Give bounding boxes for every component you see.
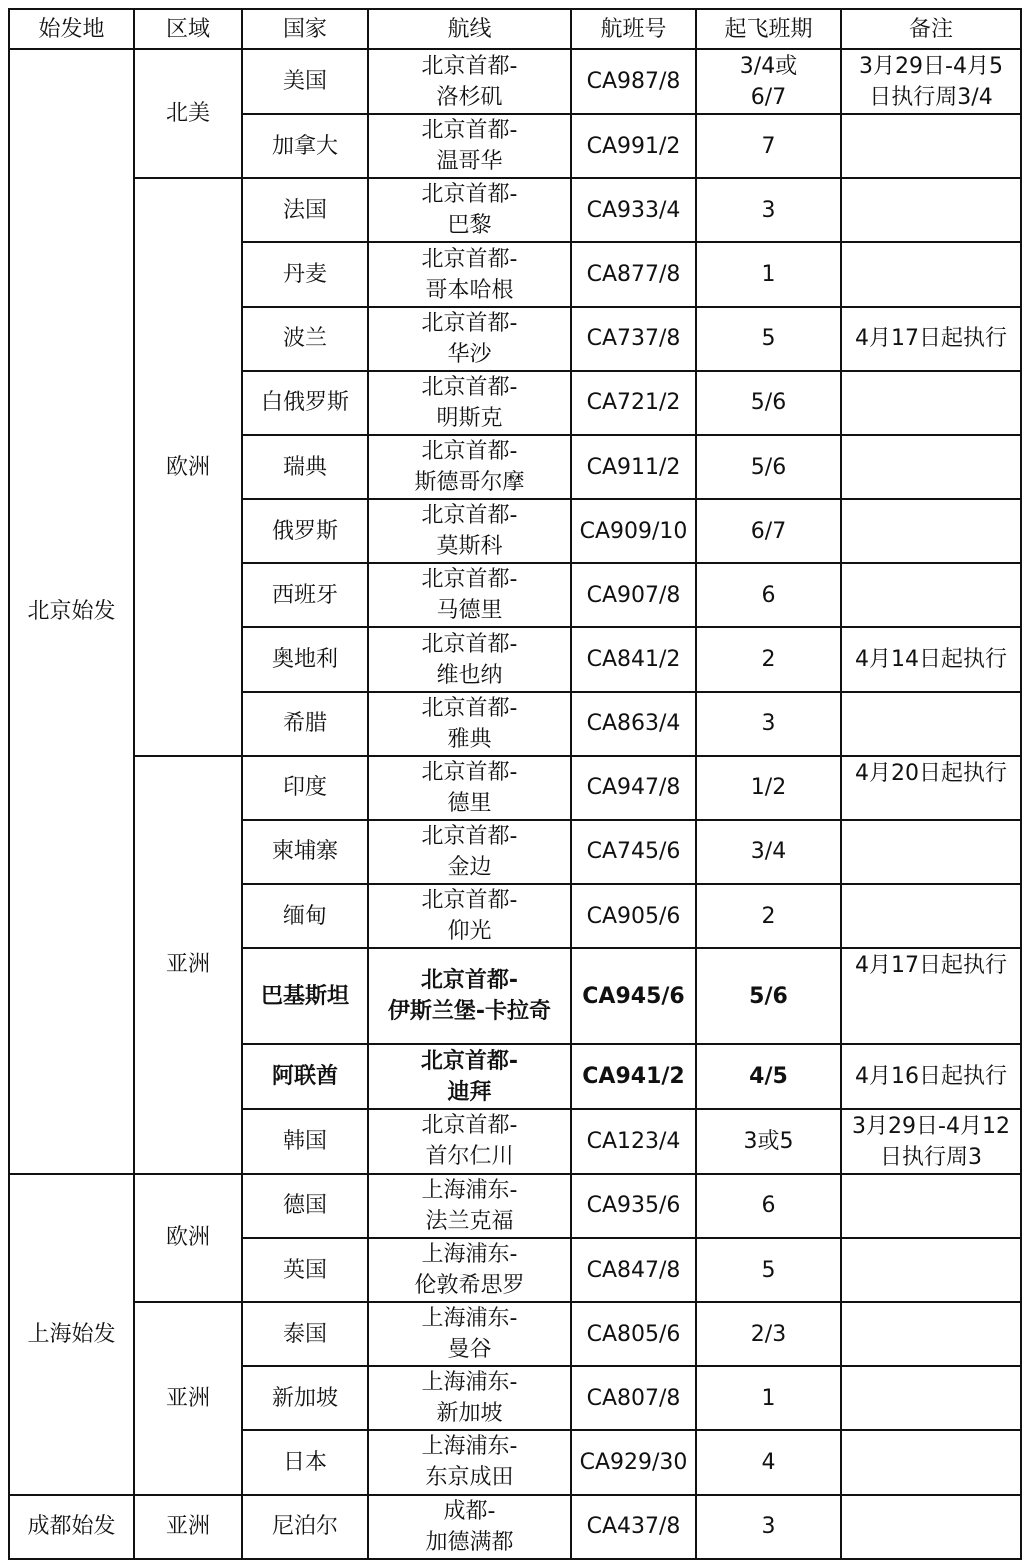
route-cell-line: 北京首都- bbox=[421, 567, 518, 593]
table-row bbox=[9, 1495, 1021, 1559]
route-cell-line: 上海浦东- bbox=[421, 1434, 518, 1460]
flight-number-cell: CA941/2 bbox=[571, 1044, 696, 1108]
departure-days-cell bbox=[696, 1495, 841, 1559]
remark-cell bbox=[841, 1109, 1021, 1174]
flight-number-cell: CA123/4 bbox=[571, 1109, 696, 1174]
remark-cell bbox=[841, 627, 1021, 691]
departure-days-cell bbox=[696, 1366, 841, 1430]
route-cell-line: 加德满都 bbox=[425, 1529, 514, 1555]
header-origin: 始发地 bbox=[9, 9, 134, 49]
departure-days-cell bbox=[696, 820, 841, 884]
route-cell-line: 仰光 bbox=[447, 919, 492, 945]
route-cell-line: 伦敦希思罗 bbox=[414, 1273, 525, 1299]
route-cell-line: 北京首都- bbox=[421, 503, 518, 529]
departure-days-cell bbox=[696, 948, 841, 1044]
departure-days-cell bbox=[696, 1302, 841, 1366]
route-cell-line: 曼谷 bbox=[447, 1337, 492, 1363]
flight-number-cell: CA841/2 bbox=[571, 627, 696, 691]
departure-days-cell-line: 2/3 bbox=[750, 1321, 787, 1347]
country-cell: 日本 bbox=[242, 1430, 368, 1494]
route-cell-line: 洛杉矶 bbox=[436, 84, 503, 110]
table-row bbox=[9, 49, 1021, 114]
remark-cell bbox=[841, 371, 1021, 435]
remark-cell bbox=[841, 563, 1021, 627]
route-cell-line: 法兰克福 bbox=[425, 1208, 514, 1234]
remark-cell-line: 日执行周3 bbox=[880, 1144, 982, 1170]
table-row bbox=[9, 1174, 1021, 1238]
departure-days-cell bbox=[696, 627, 841, 691]
departure-days-cell bbox=[696, 178, 841, 242]
route-cell bbox=[368, 242, 571, 306]
flight-number-cell: CA945/6 bbox=[571, 948, 696, 1044]
departure-days-cell-line: 6/7 bbox=[750, 518, 787, 544]
remark-cell bbox=[841, 499, 1021, 563]
route-cell-line: 伊斯兰堡-卡拉奇 bbox=[387, 999, 552, 1025]
flight-number-cell: CA947/8 bbox=[571, 756, 696, 820]
departure-days-cell bbox=[696, 49, 841, 114]
flight-number-cell: CA911/2 bbox=[571, 435, 696, 499]
departure-days-cell bbox=[696, 307, 841, 371]
country-cell: 加拿大 bbox=[242, 114, 368, 178]
country-cell: 新加坡 bbox=[242, 1366, 368, 1430]
route-cell-line: 北京首都- bbox=[421, 888, 518, 914]
table-row bbox=[9, 178, 1021, 242]
route-cell-line: 首尔仁川 bbox=[425, 1144, 514, 1170]
route-cell-line: 东京成田 bbox=[425, 1465, 514, 1491]
header-region: 区域 bbox=[134, 9, 242, 49]
route-cell bbox=[368, 948, 571, 1044]
remark-cell-line: 3月29日-4月12 bbox=[852, 1113, 1010, 1139]
departure-days-cell-line: 5/6 bbox=[750, 390, 787, 416]
remark-cell bbox=[841, 1174, 1021, 1238]
route-cell-line: 马德里 bbox=[436, 598, 503, 624]
country-cell: 德国 bbox=[242, 1174, 368, 1238]
remark-cell bbox=[841, 1302, 1021, 1366]
region-cell: 欧洲 bbox=[134, 1174, 242, 1302]
departure-days-cell-line: 3/4 bbox=[750, 839, 787, 865]
region-cell: 北美 bbox=[134, 49, 242, 178]
departure-days-cell-line: 3 bbox=[761, 197, 776, 223]
departure-days-cell-line: 1 bbox=[761, 262, 776, 288]
route-cell bbox=[368, 1174, 571, 1238]
table-row bbox=[9, 756, 1021, 820]
country-cell: 美国 bbox=[242, 49, 368, 114]
region-cell: 亚洲 bbox=[134, 1302, 242, 1494]
route-cell-line: 迪拜 bbox=[447, 1079, 492, 1105]
departure-days-cell bbox=[696, 563, 841, 627]
remark-cell-line: 3月29日-4月5 bbox=[859, 54, 1003, 79]
remark-cell bbox=[841, 178, 1021, 242]
route-cell-line: 上海浦东- bbox=[421, 1370, 518, 1396]
route-cell-line: 德里 bbox=[447, 790, 492, 816]
origin-cell: 成都始发 bbox=[9, 1495, 134, 1559]
departure-days-cell bbox=[696, 692, 841, 756]
country-cell: 俄罗斯 bbox=[242, 499, 368, 563]
route-cell-line: 莫斯科 bbox=[436, 534, 503, 560]
region-cell: 欧洲 bbox=[134, 178, 242, 755]
departure-days-cell-line: 4/5 bbox=[749, 1064, 788, 1090]
route-cell bbox=[368, 563, 571, 627]
route-cell-line: 北京首都- bbox=[421, 439, 518, 465]
route-cell-line: 北京首都- bbox=[421, 823, 518, 849]
flight-number-cell: CA437/8 bbox=[571, 1495, 696, 1559]
flight-number-cell: CA847/8 bbox=[571, 1238, 696, 1302]
route-cell bbox=[368, 1238, 571, 1302]
country-cell: 泰国 bbox=[242, 1302, 368, 1366]
route-cell bbox=[368, 371, 571, 435]
flight-number-cell: CA805/6 bbox=[571, 1302, 696, 1366]
header-country: 国家 bbox=[242, 9, 368, 49]
route-cell-line: 新加坡 bbox=[436, 1401, 503, 1427]
header-flight-number: 航班号 bbox=[571, 9, 696, 49]
remark-cell bbox=[841, 756, 1021, 820]
remark-cell bbox=[841, 242, 1021, 306]
route-cell bbox=[368, 1495, 571, 1559]
country-cell: 巴基斯坦 bbox=[242, 948, 368, 1044]
departure-days-cell-line: 1 bbox=[761, 1385, 776, 1411]
country-cell: 缅甸 bbox=[242, 884, 368, 948]
country-cell: 奥地利 bbox=[242, 627, 368, 691]
flight-number-cell: CA987/8 bbox=[571, 49, 696, 114]
route-cell-line: 哥本哈根 bbox=[425, 277, 514, 303]
country-cell: 法国 bbox=[242, 178, 368, 242]
remark-cell-line: 4月17日起执行 bbox=[855, 953, 1007, 979]
remark-cell-line: 4月17日起执行 bbox=[855, 326, 1007, 352]
country-cell: 西班牙 bbox=[242, 563, 368, 627]
route-cell bbox=[368, 307, 571, 371]
flight-number-cell: CA929/30 bbox=[571, 1430, 696, 1494]
remark-cell-line: 4月16日起执行 bbox=[855, 1064, 1007, 1090]
departure-days-cell bbox=[696, 1430, 841, 1494]
route-cell-line: 北京首都- bbox=[420, 1048, 519, 1074]
departure-days-cell bbox=[696, 242, 841, 306]
departure-days-cell bbox=[696, 1174, 841, 1238]
departure-days-cell-line: 3/4或 bbox=[739, 53, 798, 79]
departure-days-cell-line: 4 bbox=[761, 1449, 776, 1475]
flight-number-cell: CA935/6 bbox=[571, 1174, 696, 1238]
route-cell bbox=[368, 1302, 571, 1366]
route-cell bbox=[368, 435, 571, 499]
flight-number-cell: CA807/8 bbox=[571, 1366, 696, 1430]
route-cell bbox=[368, 627, 571, 691]
country-cell: 瑞典 bbox=[242, 435, 368, 499]
route-cell-line: 维也纳 bbox=[436, 662, 503, 688]
route-cell bbox=[368, 499, 571, 563]
route-cell-line: 金边 bbox=[447, 854, 492, 880]
header-departure-days: 起飞班期 bbox=[696, 9, 841, 49]
table-body bbox=[9, 49, 1021, 1559]
origin-cell: 上海始发 bbox=[9, 1174, 134, 1495]
country-cell: 波兰 bbox=[242, 307, 368, 371]
country-cell: 白俄罗斯 bbox=[242, 371, 368, 435]
route-cell-line: 巴黎 bbox=[447, 213, 492, 239]
route-cell-line: 温哥华 bbox=[436, 149, 503, 175]
remark-cell bbox=[841, 1495, 1021, 1559]
remark-cell-line: 4月20日起执行 bbox=[855, 760, 1007, 786]
route-cell bbox=[368, 884, 571, 948]
route-cell bbox=[368, 756, 571, 820]
remark-cell bbox=[841, 692, 1021, 756]
flight-number-cell: CA745/6 bbox=[571, 820, 696, 884]
remark-cell bbox=[841, 1366, 1021, 1430]
country-cell: 柬埔寨 bbox=[242, 820, 368, 884]
route-cell-line: 北京首都- bbox=[421, 1113, 518, 1139]
remark-cell-line: 日执行周3/4 bbox=[869, 85, 993, 110]
remark-cell bbox=[841, 820, 1021, 884]
route-cell-line: 北京首都- bbox=[421, 182, 518, 208]
table-row bbox=[9, 1302, 1021, 1366]
route-cell-line: 北京首都- bbox=[421, 118, 518, 144]
flight-schedule-table bbox=[8, 8, 1022, 1560]
departure-days-cell bbox=[696, 1238, 841, 1302]
route-cell-line: 北京首都- bbox=[421, 53, 518, 79]
table-header bbox=[9, 9, 1021, 49]
route-cell-line: 北京首都- bbox=[421, 246, 518, 272]
header-remarks: 备注 bbox=[841, 9, 1021, 49]
departure-days-cell bbox=[696, 1109, 841, 1174]
route-cell-line: 北京首都- bbox=[420, 968, 519, 994]
remark-cell bbox=[841, 948, 1021, 1044]
route-cell-line: 上海浦东- bbox=[421, 1242, 518, 1268]
header-row bbox=[9, 9, 1021, 49]
country-cell: 尼泊尔 bbox=[242, 1495, 368, 1559]
flight-number-cell: CA863/4 bbox=[571, 692, 696, 756]
route-cell bbox=[368, 178, 571, 242]
departure-days-cell bbox=[696, 756, 841, 820]
flight-number-cell: CA877/8 bbox=[571, 242, 696, 306]
flight-number-cell: CA909/10 bbox=[571, 499, 696, 563]
flight-number-cell: CA737/8 bbox=[571, 307, 696, 371]
route-cell bbox=[368, 1109, 571, 1174]
departure-days-cell-line: 7 bbox=[761, 133, 776, 159]
remark-cell bbox=[841, 49, 1021, 114]
remark-cell bbox=[841, 884, 1021, 948]
route-cell-line: 北京首都- bbox=[421, 695, 518, 721]
origin-cell: 北京始发 bbox=[9, 49, 134, 1174]
departure-days-cell bbox=[696, 1044, 841, 1108]
remark-cell bbox=[841, 1044, 1021, 1108]
flight-number-cell: CA721/2 bbox=[571, 371, 696, 435]
route-cell-line: 华沙 bbox=[447, 341, 492, 367]
remark-cell bbox=[841, 307, 1021, 371]
country-cell: 韩国 bbox=[242, 1109, 368, 1174]
departure-days-cell bbox=[696, 435, 841, 499]
remark-cell bbox=[841, 1238, 1021, 1302]
region-cell: 亚洲 bbox=[134, 1495, 242, 1559]
route-cell-line: 成都- bbox=[443, 1498, 496, 1524]
flight-number-cell: CA905/6 bbox=[571, 884, 696, 948]
departure-days-cell bbox=[696, 499, 841, 563]
route-cell bbox=[368, 114, 571, 178]
remark-cell-line: 4月14日起执行 bbox=[855, 647, 1007, 672]
header-route: 航线 bbox=[368, 9, 571, 49]
departure-days-cell-line: 5/6 bbox=[749, 983, 788, 1009]
country-cell: 丹麦 bbox=[242, 242, 368, 306]
route-cell-line: 北京首都- bbox=[421, 310, 518, 336]
flight-number-cell: CA991/2 bbox=[571, 114, 696, 178]
remark-cell bbox=[841, 435, 1021, 499]
country-cell: 希腊 bbox=[242, 692, 368, 756]
departure-days-cell-line: 6/7 bbox=[750, 84, 787, 110]
departure-days-cell-line: 1/2 bbox=[750, 775, 787, 801]
route-cell-line: 北京首都- bbox=[421, 631, 518, 657]
departure-days-cell-line: 5 bbox=[761, 1257, 776, 1283]
departure-days-cell bbox=[696, 114, 841, 178]
remark-cell bbox=[841, 114, 1021, 178]
region-cell: 亚洲 bbox=[134, 756, 242, 1174]
departure-days-cell-line: 3 bbox=[761, 1514, 776, 1540]
route-cell bbox=[368, 49, 571, 114]
route-cell bbox=[368, 692, 571, 756]
route-cell-line: 北京首都- bbox=[421, 374, 518, 400]
route-cell bbox=[368, 1044, 571, 1108]
flight-number-cell: CA933/4 bbox=[571, 178, 696, 242]
route-cell-line: 上海浦东- bbox=[421, 1306, 518, 1332]
route-cell-line: 北京首都- bbox=[421, 759, 518, 785]
country-cell: 英国 bbox=[242, 1238, 368, 1302]
departure-days-cell-line: 5 bbox=[761, 326, 776, 352]
route-cell bbox=[368, 1430, 571, 1494]
departure-days-cell bbox=[696, 371, 841, 435]
route-cell-line: 雅典 bbox=[447, 726, 492, 752]
country-cell: 阿联酋 bbox=[242, 1044, 368, 1108]
route-cell bbox=[368, 820, 571, 884]
departure-days-cell-line: 6 bbox=[761, 1193, 776, 1219]
route-cell-line: 斯德哥尔摩 bbox=[414, 470, 525, 496]
route-cell bbox=[368, 1366, 571, 1430]
departure-days-cell bbox=[696, 884, 841, 948]
departure-days-cell-line: 3或5 bbox=[743, 1128, 794, 1154]
departure-days-cell-line: 5/6 bbox=[750, 454, 787, 480]
route-cell-line: 明斯克 bbox=[436, 405, 503, 431]
departure-days-cell-line: 3 bbox=[761, 711, 776, 737]
departure-days-cell-line: 2 bbox=[761, 903, 776, 929]
departure-days-cell-line: 2 bbox=[761, 647, 776, 672]
flight-number-cell: CA907/8 bbox=[571, 563, 696, 627]
country-cell: 印度 bbox=[242, 756, 368, 820]
remark-cell bbox=[841, 1430, 1021, 1494]
route-cell-line: 上海浦东- bbox=[421, 1177, 518, 1203]
departure-days-cell-line: 6 bbox=[761, 582, 776, 608]
